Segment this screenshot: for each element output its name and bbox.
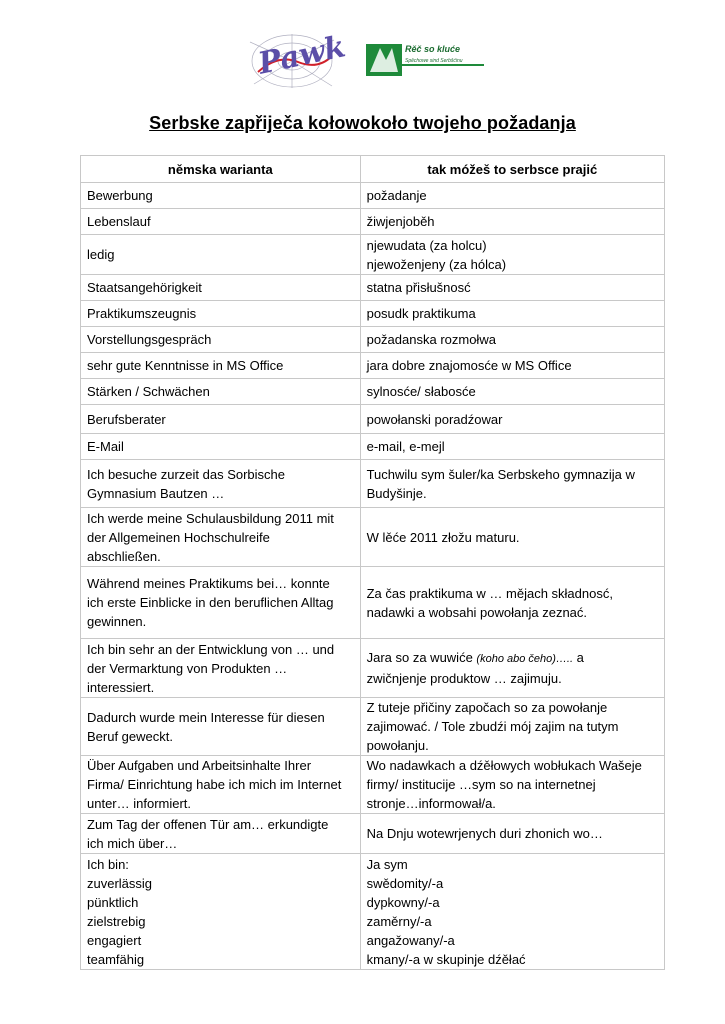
cell-line: Firma/ Einrichtung habe ich mich im Internet — [87, 777, 342, 792]
cell-sorbian — [360, 567, 664, 639]
rec-so-kluce-logo-subtitle: Spěchowe sind Serbšćinu — [405, 58, 463, 64]
table-row — [81, 327, 665, 353]
cell-line: Ja sym — [366, 857, 408, 872]
cell-german — [81, 698, 361, 756]
cell-line: Za čas praktikuma w … mějach składnosć, — [366, 585, 613, 601]
cell-line: Ich werde meine Schulausbildung 2011 mit — [87, 511, 334, 526]
cell-sorbian: statna přisłušnosć — [360, 275, 664, 301]
cell-german: Berufsberater — [81, 405, 361, 434]
cell-german — [81, 567, 361, 639]
cell-sorbian: Na Dnju wotewrjenych duri zhonich wo… — [360, 814, 664, 854]
pawk-logo-text: Pawk — [255, 29, 349, 82]
table-row — [81, 567, 665, 639]
cell-german — [81, 639, 361, 698]
cell-sorbian: powołanski poradźowar — [360, 405, 664, 434]
cell-line: ich mich über… — [87, 836, 178, 851]
cell-line: zajimować. / Tole zbudźi mój zajim na tutym — [366, 719, 619, 734]
cell-sorbian: posudk praktikuma — [360, 301, 664, 327]
cell-sorbian: W lěće 2011 złožu maturu. — [360, 508, 664, 567]
cell-line: angažowany/-a — [366, 933, 455, 948]
text-run: Jara so za wuwiće — [366, 650, 477, 665]
table-row — [81, 698, 665, 756]
cell-line: njewudata (za holcu) — [366, 237, 487, 253]
cell-sorbian: sylnosće/ słabosće — [360, 379, 664, 405]
cell-line: Z tuteje přičiny započach so za powołanje — [366, 700, 608, 715]
table-row — [81, 301, 665, 327]
cell-line: powołanju. — [366, 738, 429, 753]
cell-german — [81, 814, 361, 854]
cell-line: Beruf geweckt. — [87, 728, 173, 744]
table-row — [81, 405, 665, 434]
table-row — [81, 209, 665, 235]
cell-line: njewoženjeny (za hólca) — [366, 256, 507, 272]
cell-sorbian — [360, 235, 664, 275]
cell-german: Staatsangehörigkeit — [81, 275, 361, 301]
cell-line: gewinnen. — [87, 614, 147, 629]
table-row — [81, 353, 665, 379]
cell-line: Über Aufgaben und Arbeitsinhalte Ihrer — [87, 758, 312, 773]
header-logos — [0, 30, 725, 92]
cell-line: Dadurch wurde mein Interesse für diesen — [87, 709, 325, 725]
cell-sorbian: požadanska rozmołwa — [360, 327, 664, 353]
cell-line: Ich besuche zurzeit das Sorbische — [87, 466, 285, 482]
cell-sorbian — [360, 460, 664, 508]
table-row — [81, 854, 665, 970]
cell-german: E-Mail — [81, 434, 361, 460]
cell-german: sehr gute Kenntnisse in MS Office — [81, 353, 361, 379]
cell-line: der Allgemeinen Hochschulreife — [87, 530, 270, 545]
cell-line: abschließen. — [87, 549, 161, 564]
cell-line: Wo nadawkach a dźěłowych wobłukach Wašeje — [366, 758, 642, 773]
table-row — [81, 508, 665, 567]
table-row — [81, 756, 665, 814]
table-row — [81, 814, 665, 854]
cell-line — [367, 648, 658, 669]
cell-line: zielstrebig — [87, 914, 146, 929]
cell-line: interessiert. — [87, 680, 155, 695]
column-header-german: němska warianta — [81, 156, 361, 183]
cell-line: zwičnjenje produktow … zajimuju. — [366, 671, 562, 686]
cell-line: unter… informiert. — [87, 796, 192, 811]
cell-sorbian: žiwjenjoběh — [360, 209, 664, 235]
cell-german: Lebenslauf — [81, 209, 361, 235]
cell-german — [81, 460, 361, 508]
column-header-sorbian: tak móžeš to serbsce prajić — [360, 156, 664, 183]
table-row — [81, 639, 665, 698]
cell-sorbian: požadanje — [360, 183, 664, 209]
cell-german: Vorstellungsgespräch — [81, 327, 361, 353]
text-run: a — [573, 650, 584, 665]
cell-sorbian — [360, 756, 664, 814]
cell-line: Ich bin sehr an der Entwicklung von … und — [87, 642, 335, 657]
cell-line: firmy/ institucije …sym so na internetnej — [366, 777, 596, 792]
cell-line: ich erste Einblicke in den beruflichen Alltag — [87, 595, 334, 610]
cell-line: zaměrny/-a — [366, 914, 432, 929]
cell-sorbian — [360, 854, 664, 970]
cell-german — [81, 756, 361, 814]
cell-line: Ich bin: — [87, 857, 129, 872]
cell-line: pünktlich — [87, 895, 139, 910]
cell-line: teamfähig — [87, 952, 145, 967]
cell-line: Während meines Praktikums bei… konnte — [87, 576, 330, 591]
text-run-italic: (koho abo čeho)….. — [476, 653, 574, 665]
table-header-row — [81, 156, 665, 183]
table-row — [81, 275, 665, 301]
cell-line: swědomity/-a — [366, 876, 444, 891]
cell-line: Gymnasium Bautzen … — [87, 485, 225, 501]
cell-line: kmany/-a w skupinje dźěłać — [366, 952, 526, 967]
table-row — [81, 434, 665, 460]
cell-german: Bewerbung — [81, 183, 361, 209]
cell-sorbian — [360, 639, 664, 698]
cell-line: der Vermarktung von Produkten … — [87, 661, 288, 676]
cell-line: stronje…informował/a. — [366, 796, 496, 811]
cell-german: ledig — [81, 235, 361, 275]
cell-line: dypkowny/-a — [366, 895, 440, 910]
cell-german: Stärken / Schwächen — [81, 379, 361, 405]
cell-line: Budyšinje. — [366, 485, 427, 501]
table-row — [81, 460, 665, 508]
cell-sorbian: jara dobre znajomosće w MS Office — [360, 353, 664, 379]
cell-line: nadawki a wobsahi powołanja zeznać. — [366, 604, 588, 620]
cell-sorbian — [360, 698, 664, 756]
table-row — [81, 235, 665, 275]
rec-so-kluce-logo-text: Rěč so kluće — [405, 44, 461, 54]
cell-line: engagiert — [87, 933, 142, 948]
cell-line: zuverlässig — [87, 876, 153, 891]
table-row — [81, 183, 665, 209]
page-title: Serbske zapřiječa kołowokoło twojeho požadanja — [149, 113, 576, 133]
cell-german: Praktikumszeugnis — [81, 301, 361, 327]
table-row — [81, 379, 665, 405]
cell-line: Zum Tag der offenen Tür am… erkundigte — [87, 817, 329, 832]
vocabulary-table — [80, 155, 665, 970]
cell-german — [81, 508, 361, 567]
cell-line: Tuchwilu sym šuler/ka Serbskeho gymnazija w — [366, 466, 635, 482]
cell-sorbian: e-mail, e-mejl — [360, 434, 664, 460]
cell-german — [81, 854, 361, 970]
